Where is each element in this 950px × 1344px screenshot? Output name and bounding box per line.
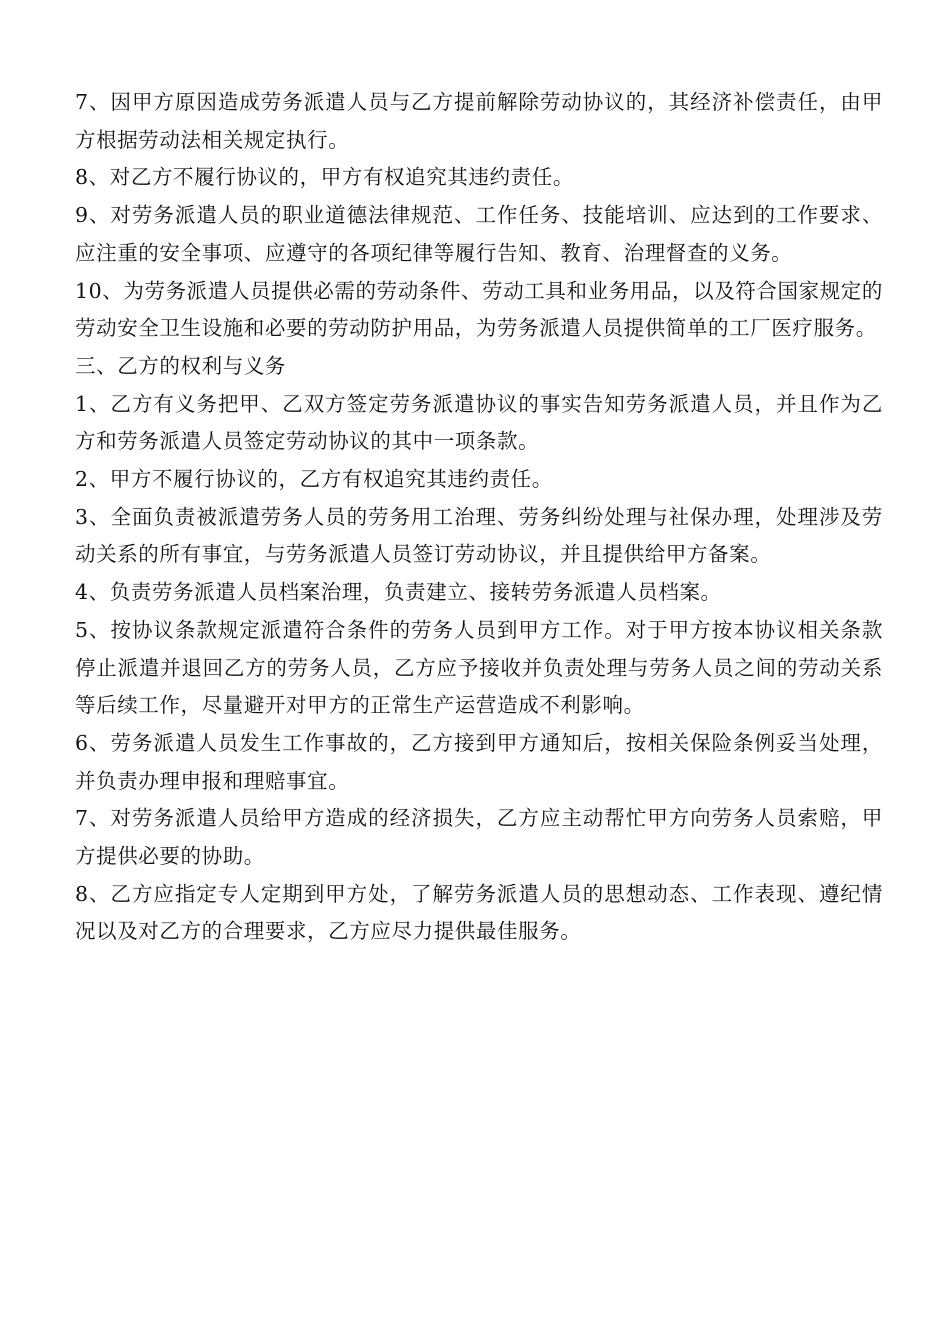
paragraph-b8: 8、乙方应指定专人定期到甲方处，了解劳务派遣人员的思想动态、工作表现、遵纪情况以及对乙方的合理要求，乙方应尽力提供最佳服务。: [75, 881, 883, 944]
paragraph-b6: 6、劳务派遣人员发生工作事故的，乙方接到甲方通知后，按相关保险条例妥当处理，并负责办理申报和理赔事宜。: [75, 730, 883, 793]
paragraph-a9: 9、对劳务派遣人员的职业道德法律规范、工作任务、技能培训、应达到的工作要求、应注重的安全事项、应遵守的各项纪律等履行告知、教育、治理督查的义务。: [75, 203, 883, 265]
paragraph-b1: 1、乙方有义务把甲、乙双方签定劳务派遣协议的事实告知劳务派遣人员，并且作为乙方和劳务派遣人员签定劳动协议的其中一项条款。: [75, 391, 883, 454]
section-heading-3: 三、乙方的权利与义务: [75, 353, 286, 378]
paragraph-a10: 10、为劳务派遣人员提供必需的劳动条件、劳动工具和业务用品，以及符合国家规定的劳动安全卫生设施和必要的劳动防护用品，为劳务派遣人员提供简单的工厂医疗服务。: [75, 278, 883, 341]
paragraph-b5: 5、按协议条款规定派遣符合条件的劳务人员到甲方工作。对于甲方按本协议相关条款停止派遣并退回乙方的劳务人员，乙方应予接收并负责处理与劳务人员之间的劳动关系等后续工作，尽量避开对甲方的正常生产运营造成不利影响。: [75, 617, 883, 718]
paragraph-a7: 7、因甲方原因造成劳务派遣人员与乙方提前解除劳动协议的，其经济补偿责任，由甲方根据劳动法相关规定执行。: [75, 90, 883, 152]
paragraph-b2: 2、甲方不履行协议的，乙方有权追究其违约责任。: [75, 467, 553, 492]
paragraph-b3: 3、全面负责被派遣劳务人员的劳务用工治理、劳务纠纷处理与社保办理，处理涉及劳动关系的所有事宜，与劳务派遣人员签订劳动协议，并且提供给甲方备案。: [75, 504, 883, 567]
paragraph-b7: 7、对劳务派遣人员给甲方造成的经济损失，乙方应主动帮忙甲方向劳务人员索赔，甲方提供必要的协助。: [75, 806, 883, 869]
document-body: [75, 84, 883, 951]
paragraph-b4: 4、负责劳务派遣人员档案治理，负责建立、接转劳务派遣人员档案。: [75, 580, 722, 605]
paragraph-a8: 8、对乙方不履行协议的，甲方有权追究其违约责任。: [75, 165, 574, 190]
